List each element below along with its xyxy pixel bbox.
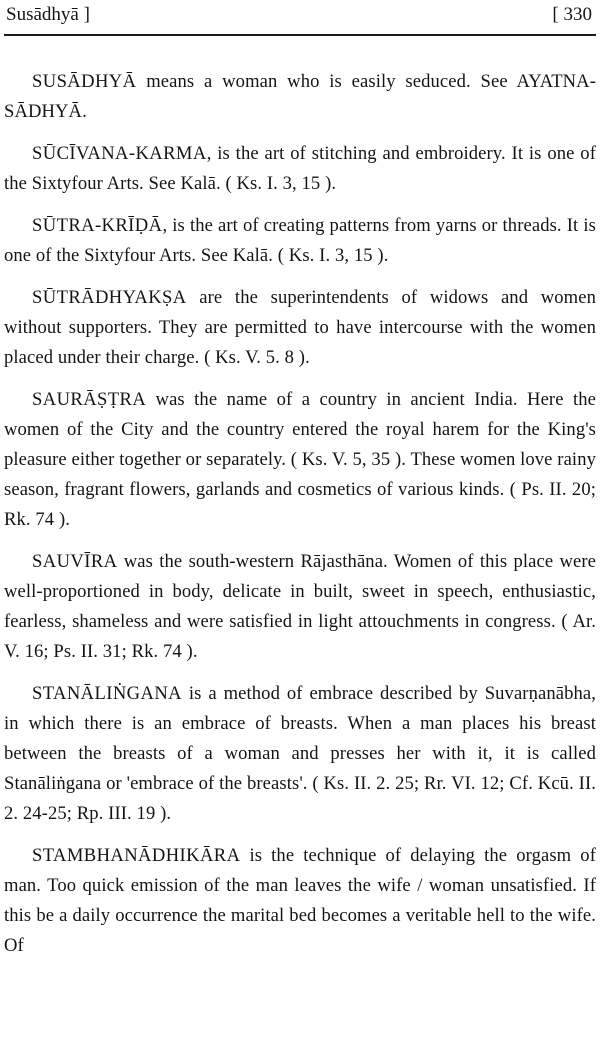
entry-susadhya	[4, 67, 596, 127]
entry-sutra-krida	[4, 211, 596, 271]
entry-sauvira	[4, 547, 596, 667]
entry-sucivana-karma	[4, 139, 596, 199]
entry-text: means a woman who is easily seduced. See AYATNA-SĀDHYĀ.	[4, 71, 596, 122]
entry-text: are the superintendents of widows and women without supporters. They are permitted to have intercourse with the women placed under their charge. ( Ks. V. 5. 8 ).	[4, 287, 596, 368]
running-head-title: Susādhyā ]	[6, 4, 90, 25]
entry-text: is the technique of delaying the orgasm of man. Too quick emission of the man leaves the wife / woman unsatisfied. If this be a daily occurrence the marital bed becomes a veritable hell to the wife. Of	[4, 845, 596, 956]
entry-text: was the south-western Rājasthāna. Women of this place were well-proportioned in body, delicate in built, sweet in speech, enthusiastic, fearless, shameless and were satisfied in light attouchments in congress. ( Ar. V. 16; Ps. II. 31; Rk. 74 ).	[4, 551, 596, 662]
entry-headword: SUSĀDHYĀ	[32, 71, 137, 92]
entry-saurastra	[4, 385, 596, 535]
entry-text: is a method of embrace described by Suvarṇanābha, in which there is an embrace of breasts. When a man places his breast between the breasts of a woman and presses her with it, it is called Stanāliṅgana or 'embrace of the breasts'. ( Ks. II. 2. 25; Rr. VI. 12; Cf. Kcū. II. 2. 24-25; Rp. III. 19 ).	[4, 683, 596, 824]
entry-sutradhyaksa	[4, 283, 596, 373]
dictionary-entries	[4, 36, 596, 961]
entry-headword: STAMBHANĀDHIKĀRA	[32, 845, 241, 866]
entry-headword: SŪCĪVANA-KARMA	[32, 143, 207, 164]
entry-headword: SŪTRA-KRĪḌĀ	[32, 215, 163, 236]
running-head	[4, 0, 596, 36]
entry-headword: SAURĀṢṬRA	[32, 389, 147, 410]
entry-text: , is the art of creating patterns from yarns or threads. It is one of the Sixtyfour Arts. See Kalā. ( Ks. I. 3, 15 ).	[4, 215, 596, 266]
entry-text: , is the art of stitching and embroidery. It is one of the Sixtyfour Arts. See Kalā. ( Ks. I. 3, 15 ).	[4, 143, 596, 194]
entry-headword: SAUVĪRA	[32, 551, 118, 572]
entry-headword: SŪTRĀDHYAKṢA	[32, 287, 187, 308]
entry-stanalingana	[4, 679, 596, 829]
entry-text: was the name of a country in ancient India. Here the women of the City and the country entered the royal harem for the King's pleasure either together or separately. ( Ks. V. 5, 35 ). These women love rainy season, fragrant flowers, garlands and cosmetics of various kinds. ( Ps. II. 20; Rk. 74 ).	[4, 389, 596, 530]
entry-headword: STANĀLIṄGANA	[32, 683, 182, 704]
page-number: [ 330	[552, 4, 592, 25]
entry-stambhanadhikara	[4, 841, 596, 961]
